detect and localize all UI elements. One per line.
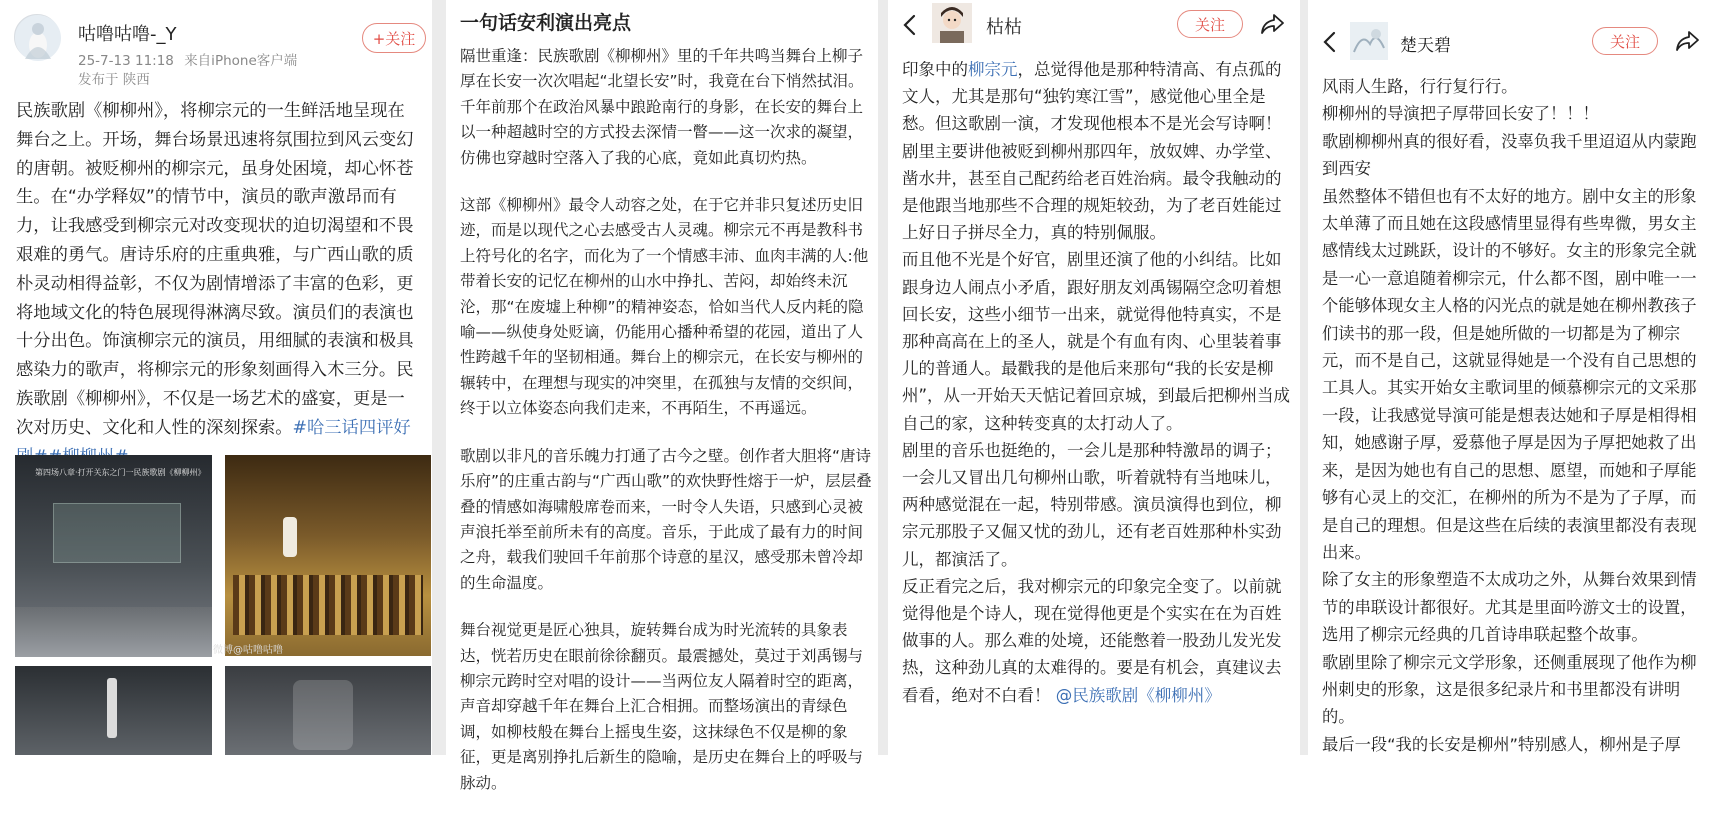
post-photo-1[interactable] [15, 455, 212, 656]
paragraph [1322, 649, 1708, 731]
avatar[interactable] [932, 3, 972, 43]
paragraph [460, 193, 872, 422]
post-body [902, 56, 1294, 709]
text-segment: 而且他不光是个好官，剧里还演了他的小纠结。比如跟身边人闹点小矛盾，跟好朋友刘禹锡隔空念叨着想回长安， [902, 250, 1282, 324]
paragraph [1322, 183, 1708, 567]
post-panel-3 [888, 0, 1300, 755]
paragraph [460, 444, 872, 596]
paragraph [1322, 100, 1708, 127]
paragraph [1322, 731, 1708, 758]
highlighted-text: 舞台视觉更是匠心独具，旋转舞台成为时光流转的具象表达，恍若历史在眼前徐徐翻页。最震撼处，莫过于刘禹锡与柳宗元跨时空对唱的设计 [460, 621, 864, 690]
paragraph [460, 618, 872, 796]
post-photo-4[interactable] [225, 666, 431, 755]
post-photo-3[interactable] [15, 666, 212, 755]
post-photo-2[interactable] [213, 455, 431, 656]
text-segment: 隔世重逢：民族歌剧《柳柳州》里的千年共鸣 [460, 47, 771, 65]
avatar[interactable] [14, 14, 60, 60]
post-location: 发布于 陕西 [78, 72, 150, 88]
panel-divider [1300, 0, 1308, 755]
follow-button[interactable]: 关注 [1177, 10, 1243, 38]
paragraph [902, 437, 1294, 573]
panel-divider [432, 0, 446, 755]
text-segment: 演员们的表演也十分出色。饰演柳宗元的演员，用细腻的表演和极具感染力的歌声，将柳宗元的形象刻画得入木三分。 [16, 302, 414, 381]
photo-watermark: 微博@咕噜咕噜 [213, 645, 283, 656]
post-panel-4 [1308, 0, 1716, 755]
mention-link[interactable]: 柳宗元 [968, 60, 1018, 79]
text-segment: 开场，舞台场景迅速将氛围拉到风云变幻的唐朝。被贬柳州的柳宗元，虽身处困境，却心怀苍生。在“办学释奴”的情节中，演员的歌声激昂而有力，让我感受到柳宗元对改变现状的迫切渴望和不畏艰难的勇气。 [16, 129, 414, 265]
highlighted-text: 歌剧以非凡的音乐魄力打通了古今之壁。创作者大胆将“唐诗乐府”的庄重古韵与“广西山歌”的欢快野性熔于一炉，层层叠叠的情感如海啸般席卷而来，一时令人失语，只感到心灵被声浪托举至前所未有的高度。 [460, 446, 872, 541]
client-source: 来自iPhone客户端 [184, 53, 298, 69]
post-body [16, 97, 420, 471]
username[interactable]: 咕噜咕噜-_Y [78, 24, 177, 45]
mention-link[interactable]: @民族歌剧《柳柳州》 [1050, 685, 1221, 705]
text-segment: 柳柳州的导演把子厚带回长安了！！！ [1322, 104, 1599, 124]
username[interactable]: 楚天碧 [1400, 36, 1451, 56]
text-segment: 以前就觉得他是个诗人，现在觉得他更是个实实在在为百姓做事的人。那么难的处境，还能憋着一股劲儿发光发热，这种劲儿真的太难得的。 [902, 576, 1282, 678]
post-body [460, 44, 872, 818]
highlighted-text: 要是有机会，真建议去看看，绝对不白看！ [902, 658, 1282, 705]
paragraph [902, 573, 1294, 709]
text-segment: 当舞台上柳子厚在长安一次次唱起“北望长安”时，我竟在台下悄然拭泪。千年前那个在政治风暴中踉跄南行的身影，在长安的舞台上以一种超越时空的方式投去深情一瞥——这一次求的凝望，仿佛也穿越时空落入了我的心底，竟如此真切灼热。 [460, 47, 864, 167]
text-segment: ，总觉得他是那种特清高、有点孤的文人，尤其是那句“独钓寒江雪”，感觉他心里全是愁。但这歌剧一演，才发现他根本不是光会写诗啊！ [902, 60, 1282, 134]
paragraph [902, 246, 1294, 436]
highlighted-text: 反正看完之后，我对柳宗元的印象完全变了。 [902, 576, 1232, 596]
highlighted-text: 歌剧柳柳州真的很好看，没辜负我千里迢迢从内蒙跑到西安 [1322, 131, 1697, 179]
avatar[interactable] [1350, 22, 1388, 60]
paragraph [460, 44, 872, 171]
paragraph [902, 138, 1294, 247]
post-body [1322, 73, 1708, 758]
text-segment: 最后一段“我的长安是柳州”特别感人，柳州是子厚 [1322, 734, 1681, 754]
share-icon[interactable] [1674, 27, 1702, 55]
paragraph [902, 56, 1294, 138]
panel-divider [878, 0, 888, 755]
paragraph [1322, 128, 1708, 183]
highlighted-text: 唐诗乐府的庄重典雅，与广西山歌的质朴灵动相得益彰，不仅为剧情增添了丰富的色彩，更将地域文化的特色展现得淋漓尽致。 [16, 244, 414, 323]
paragraph [1322, 73, 1708, 100]
highlighted-text: 民族歌剧《柳柳州》，不仅是一场艺术的盛宴，更是一次对历史、文化和人性的深刻探索。 [16, 360, 414, 438]
text-segment: 他带着长安的记忆在柳州的山水中挣扎、苦闷，却始终未沉沦，那“在废墟上种柳”的精神姿态，恰如当代人反内耗的隐喻——纵使身处贬谪，仍能用心播种希望的花园，道出了人性跨越千年的坚韧相通。舞台上的柳宗元，在长安与柳州的辗转中，在理想与现实的冲突里，在孤独与友情的交织间，终于以立体姿态向我们走来，不再陌生，不再遥远。 [460, 246, 869, 418]
highlighted-text: 歌剧里除了柳宗元文学形象，还侧重展现了他作为柳州刺史的形象，这是很多纪录片和书里都没有讲明的。 [1322, 652, 1697, 727]
back-arrow-icon[interactable] [900, 10, 920, 40]
highlighted-text: 这部《柳柳州》最令人动容之处，在于它并非只复述历史旧迹，而是以现代之心去感受古人灵魂。柳宗元不再是教科书上符号化的名字，而化为了一个情感丰沛、血肉丰满的人: [460, 196, 864, 265]
paragraph [1322, 566, 1708, 648]
text-segment: 最戳我的是他后来那句“我的长安是柳州”，从一开始天天惦记着回京城，到最后把柳州当成自己的家，这种转变真的太打动人了。 [902, 359, 1291, 433]
text-segment: 剧里主要讲他被贬到柳州那四年，放奴婢、办学堂、凿水井，甚至自己配药给老百姓治病。最令我触动的是他跟当地那些不合理的规矩较劲，为了老百姓能过上好日子拼尽全力，真的特别佩服。 [902, 141, 1282, 243]
post-timestamp [78, 49, 297, 69]
text-segment: 音乐，于此成了最有力的时间之舟，载我们驶回千年前那个诗意的星汉，感受那未曾冷却的生命温度。 [460, 522, 864, 592]
text-segment: 虽然整体不错但也有不太好的地方。剧中女主的形象太单薄了而且她在这段感情里显得有些卑微，男女主感情线太过跳跃，设计的不够好。女主的形象完全就是一心一意追随着柳宗元，什么都不图，剧中唯一一个能够体现女主人格的闪光点的就是她在柳州教孩子们读书的那一段，但是她所做的一切都是为了柳宗元，而不是自己，这就显得她是一个没有自己思想的工具人。其实开始女主歌词里的倾慕柳宗元的文采那一段，让我感觉导演可能是想表达她和子厚是相得相知，她感谢子厚，爱慕他子厚是因为子厚把她救了出来，是因为她也有自己的思想、愿望，而她和子厚能够有心灵上的交汇，在柳州的所为不是为了子厚，而是自己的理想。但是这些在后续的表演里都没有表现出来。 [1322, 186, 1697, 562]
highlighted-text: 民族歌剧《柳柳州》，将柳宗元的一生鲜活地呈现在舞台之上。 [16, 101, 405, 150]
text-segment: 风雨人生路，行行复行行。 [1322, 77, 1518, 96]
text-segment: 剧里的音乐也挺绝的，一会儿是那种特激昂的调子；一会儿又冒出几句柳州山歌，听着就特有当地味儿，两种感觉混在一起，特别带感。演员演得也到位，柳宗元那股子又倔又忧的劲儿，还有老百姓那种朴实劲儿，都演活了。 [902, 440, 1282, 569]
highlighted-text: 从舞台效果到情节的串联设计都很好。尤其是里面吟游文士的设置，选用了柳宗元经典的几首诗串联起整个故事。 [1322, 570, 1697, 645]
username[interactable]: 枯枯 [986, 17, 1022, 38]
section-title: 一句话安利演出亮点 [460, 12, 632, 34]
text-segment: 除了女主的形象塑造不太成功之外， [1322, 570, 1583, 590]
back-arrow-icon[interactable] [1320, 27, 1340, 57]
text-segment: ——当两位友人隔着时空的距离，声音却穿越千年在舞台上汇合相拥。而整场演出的青绿色调，如柳枝般在舞台上摇曳生姿，这抹绿色不仅是柳的象征，更是离别挣扎后新生的隐喻，是历史在舞台上的呼吸与脉动。 [460, 671, 864, 792]
follow-button[interactable]: +关注 [362, 23, 426, 53]
hashtag-link[interactable]: #哈三话四评好 [292, 417, 411, 438]
post-panel-2 [446, 0, 878, 792]
share-icon[interactable] [1259, 10, 1287, 38]
follow-button[interactable]: 关注 [1592, 27, 1658, 55]
photo-1-caption: 第四场八章·打开关东之门一民族歌剧《柳柳州》 [35, 468, 206, 477]
highlighted-text: 这些小细节一出来，就觉得他特真实，不是那种高高在上的圣人，就是个有血有肉、心里装着事儿的普通人。 [902, 304, 1282, 379]
post-panel-1 [0, 0, 432, 755]
text-segment: 印象中的 [902, 60, 968, 79]
timestamp: 25-7-13 11:18 [78, 53, 174, 69]
